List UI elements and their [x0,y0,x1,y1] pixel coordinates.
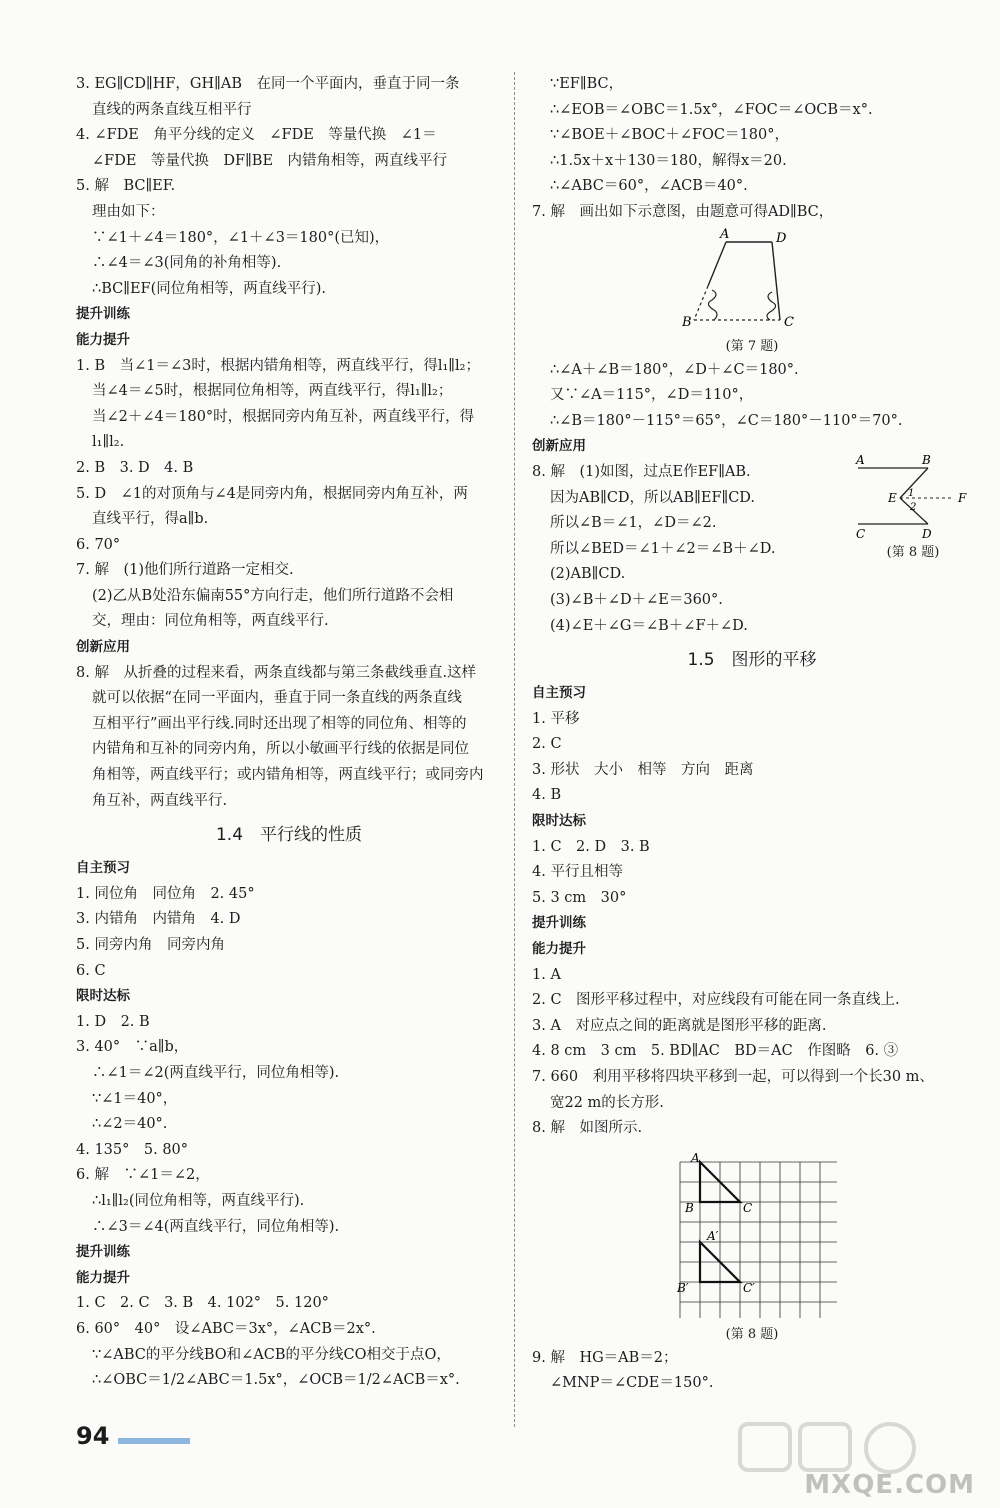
figure-caption: (第 8 题) [886,544,940,560]
page-number: 94 [76,1422,110,1450]
page-number-bar [118,1438,190,1444]
point-label: D [922,526,932,541]
answer-line: 互相平行”画出平行线.同时还出现了相等的同位角、相等的 [92,715,467,732]
point-label: D [776,230,787,246]
answer-line: 宽22 m的长方形. [550,1094,664,1111]
point-label: A [720,226,730,242]
answer-line: ∵EF∥BC， [550,76,624,92]
answer-line: 6. 60° 40° 设∠ABC＝3x°，∠ACB＝2x°. [76,1320,376,1337]
subheading: 提升训练 [76,306,130,323]
parallel-lines-diagram [854,454,972,542]
left-column [76,72,502,1394]
answer-line: ∴∠OBC＝1/2∠ABC＝1.5x°，∠OCB＝1/2∠ACB＝x°. [92,1372,460,1389]
answer-line: 1. 平移 [532,710,580,727]
answer-line: 8. 解 从折叠的过程来看，两条直线都与第三条截线垂直.这样 [76,664,477,681]
section-title: 1.4 平行线的性质 [215,825,363,846]
answer-line: 2. C [532,736,562,753]
answer-line: ∴∠3＝∠4(两直线平行，同位角相等). [92,1218,340,1235]
subheading: 提升训练 [76,1244,130,1261]
answer-line: ∵∠1＋∠4＝180°，∠1＋∠3＝180°(已知)， [92,229,390,246]
answer-line: ∴∠2＝40°. [92,1116,168,1133]
point-label: A [691,1150,700,1165]
answer-line: 直线的两条直线互相平行 [92,101,252,118]
answer-line: ∠MNP＝∠CDE＝150°. [550,1375,714,1392]
angle-label: 2 [910,501,917,513]
answer-line: (4)∠E＋∠G＝∠B＋∠F＋∠D. [550,617,748,634]
point-label: A [856,453,865,467]
answer-line: ∴∠ABC＝60°，∠ACB＝40°. [550,178,748,195]
subheading: 限时达标 [532,813,586,830]
answer-line: 角相等，两直线平行；或内错角相等，两直线平行；或同旁内 [92,767,484,784]
answer-line: 角互补，两直线平行. [92,792,228,809]
answer-line: 8. 解 (1)如图，过点E作EF∥AB. [532,463,751,480]
answer-line: 所以∠B＝∠1，∠D＝∠2. [550,515,717,532]
answer-line: ∴∠EOB＝∠OBC＝1.5x°，∠FOC＝∠OCB＝x°. [550,101,873,118]
point-label: B [682,314,692,330]
answer-line: 2. B 3. D 4. B [76,459,194,476]
answer-line: l₁∥l₂. [92,434,125,451]
subheading: 自主预习 [532,685,586,702]
answer-line: 6. C [76,962,106,979]
answer-line: 1. D 2. B [76,1013,150,1030]
answer-line: 7. 解 (1)他们所行道路一定相交. [76,562,294,579]
trapezoid-diagram [682,226,822,336]
answer-line: ∵∠BOE＋∠BOC＋∠FOC＝180°， [550,127,789,144]
subheading: 提升训练 [532,915,586,932]
right-column [532,72,972,1397]
point-label: F [958,490,967,505]
subheading: 能力提升 [76,331,130,348]
answer-line: 4. 135° 5. 80° [76,1141,189,1158]
answer-line: 5. 同旁内角 同旁内角 [76,937,225,953]
answer-line: 6. 解 ∵∠1＝∠2， [76,1167,210,1184]
point-label: C [784,314,794,330]
point-label: C′ [743,1280,755,1295]
point-label: C [856,526,866,541]
answer-line: 所以∠BED＝∠1＋∠2＝∠B＋∠D. [550,540,776,557]
point-label: B [922,453,931,467]
answer-line: 1. C 2. C 3. B 4. 102° 5. 120° [76,1295,329,1312]
answer-line: (2)乙从B处沿东偏南55°方向行走，他们所行道路不会相 [92,587,454,604]
point-label: B [685,1200,694,1215]
answer-line: 理由如下： [92,203,165,220]
answer-line: 5. 解 BC∥EF. [76,178,176,195]
answer-line: (3)∠B＋∠D＋∠E＝360°. [550,591,723,608]
subheading: 能力提升 [532,941,586,958]
answer-line: 3. 内错角 内错角 4. D [76,911,241,928]
answer-line: 4. ∠FDE 角平分线的定义 ∠FDE 等量代换 ∠1＝ [76,127,437,144]
answer-line: 9. 解 HG＝AB＝2； [532,1349,678,1366]
figure-caption: (第 8 题) [725,1326,779,1342]
answer-line: ∠FDE 等量代换 DF∥BE 内错角相等，两直线平行 [92,152,448,169]
angle-label: 1 [908,487,915,499]
figure-q8-parallel [854,454,972,564]
answer-line: ∴BC∥EF(同位角相等，两直线平行). [92,280,327,297]
answer-line: ∵∠1＝40°， [92,1090,178,1107]
answer-line: 7. 660 利用平移将四块平移到一起，可以得到一个长30 m、 [532,1069,934,1085]
answer-line: 当∠4＝∠5时，根据同位角相等，两直线平行，得l₁∥l₂； [92,383,453,400]
answer-line: 1. 同位角 同位角 2. 45° [76,885,255,902]
answer-line: (2)AB∥CD. [550,566,626,583]
point-label: C [743,1200,753,1215]
subheading: 限时达标 [76,988,130,1005]
answer-line: ∵∠ABC的平分线BO和∠ACB的平分线CO相交于点O， [92,1346,451,1363]
answer-line: 4. 平行且相等 [532,864,623,881]
figure-q8-grid [532,1146,972,1346]
answer-line: 2. C 图形平移过程中，对应线段有可能在同一条直线上. [532,992,900,1009]
point-label: A′ [707,1228,719,1243]
answer-line: 1. C 2. D 3. B [532,838,650,855]
figure-caption: (第 7 题) [725,338,779,354]
section-title: 1.5 图形的平移 [687,650,817,671]
answer-line: 因为AB∥CD，所以AB∥EF∥CD. [550,489,756,506]
answer-line: ∴l₁∥l₂(同位角相等，两直线平行). [92,1192,305,1209]
answer-line: ∴∠1＝∠2(两直线平行，同位角相等). [92,1064,340,1081]
answer-line: 3. 形状 大小 相等 方向 距离 [532,761,754,778]
answer-line: 5. D ∠1的对顶角与∠4是同旁内角，根据同旁内角互补，两 [76,485,468,502]
answer-line: ∴1.5x＋x＋130＝180，解得x＝20. [550,152,787,169]
subheading: 创新应用 [76,639,130,656]
answer-line: 1. B 当∠1＝∠3时，根据内错角相等，两直线平行，得l₁∥l₂； [76,357,480,374]
answer-line: 4. B [532,787,562,804]
answer-line: 1. A [532,966,561,983]
answer-line: ∴∠A＋∠B＝180°，∠D＋∠C＝180°. [550,361,799,378]
point-label: E [888,490,897,505]
column-divider [514,72,515,1427]
answer-line: 8. 解 如图所示. [532,1120,643,1137]
subheading: 能力提升 [76,1269,130,1286]
q8-block [532,453,972,639]
watermark-text: MXQE.COM [804,1470,975,1500]
answer-line: ∴∠4＝∠3(同角的补角相等). [92,255,282,272]
figure-q7 [532,226,972,358]
answer-line: 当∠2＋∠4＝180°时，根据同旁内角互补，两直线平行，得 [92,408,475,425]
answer-line: 3. 40° ∵a∥b， [76,1039,189,1056]
answer-line: 3. EG∥CD∥HF，GH∥AB 在同一个平面内，垂直于同一条 [76,76,460,92]
answer-line: 又∵∠A＝115°，∠D＝110°， [550,387,754,404]
answer-line: 5. 3 cm 30° [532,889,627,906]
point-label: B′ [677,1280,689,1295]
answer-line: 交，理由：同位角相等，两直线平行. [92,613,329,630]
answer-line: 内错角和互补的同旁内角，所以小敏画平行线的依据是同位 [92,741,469,758]
answer-line: 6. 70° [76,536,121,553]
answer-line: 直线平行，得a∥b. [92,511,209,528]
translation-grid-diagram [667,1146,837,1318]
answer-line: 7. 解 画出如下示意图，由题意可得AD∥BC， [532,203,834,220]
answer-line: ∴∠B＝180°－115°＝65°，∠C＝180°－110°＝70°. [550,412,903,429]
subheading: 自主预习 [76,860,130,877]
answer-line: 3. A 对应点之间的距离就是图形平移的距离. [532,1017,827,1034]
subheading: 创新应用 [532,438,586,455]
answer-line: 4. 8 cm 3 cm 5. BD∥AC BD＝AC 作图略 6. ③ [532,1043,899,1060]
answer-line: 就可以依据“在同一平面内，垂直于同一条直线的两条直线 [92,690,462,707]
